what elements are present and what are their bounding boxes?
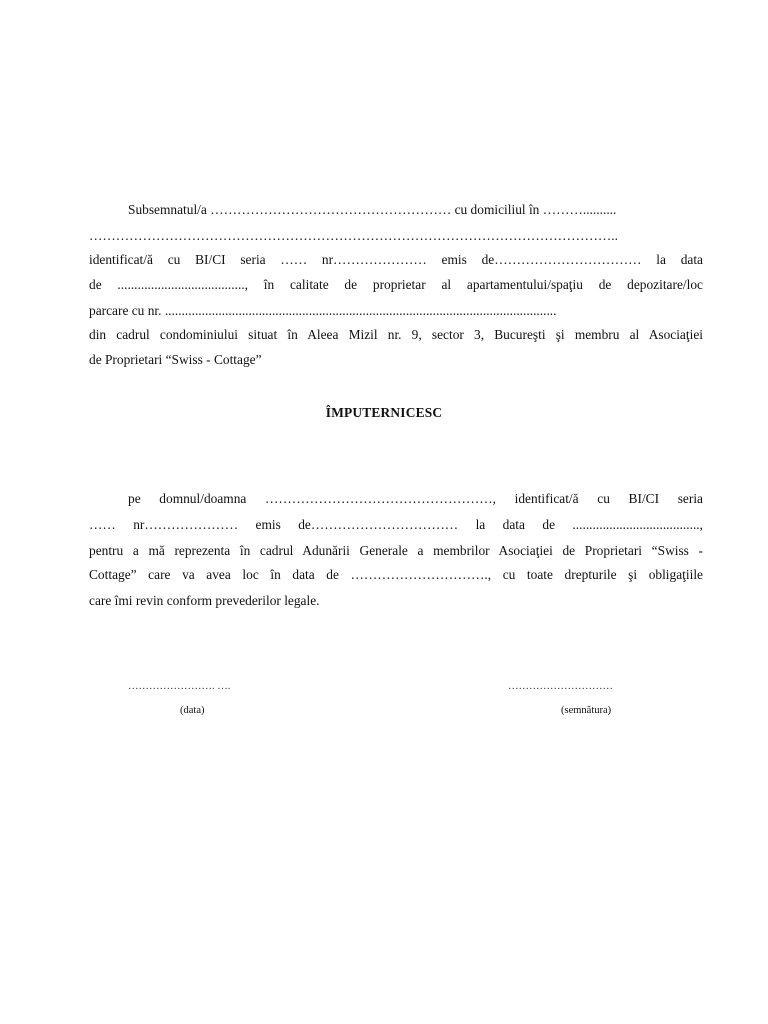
paragraph1-line2: ……………………………………………………………………………………………………….. [89, 228, 618, 243]
date-dots: ……………………. …. [128, 681, 231, 692]
paragraph1-line7: de Proprietari “Swiss - Cottage” [89, 352, 262, 367]
paragraph1-line3: identificat/ă cu BI/CI seria …… nr………………… emis de…………………………… la data [89, 252, 703, 267]
document-title: ÎMPUTERNICESC [325, 405, 443, 420]
signature-dots: ………………………… [508, 681, 613, 692]
paragraph2-line4: Cottage” care va avea loc în data de …………………………., cu toate drepturile şi obligaţiile [89, 567, 703, 582]
paragraph1-line6: din cadrul condominiului situat în Aleea Mizil nr. 9, sector 3, Bucureşti şi membru al Asociaţiei [89, 327, 703, 342]
paragraph2-line2: …… nr………………… emis de…………………………… la data de ......................................, [89, 517, 703, 532]
paragraph1-line5: parcare cu nr. ..................................................................................................................... [89, 303, 557, 318]
paragraph2-line5: care îmi revin conform prevederilor legale. [89, 593, 320, 608]
paragraph1-line1: Subsemnatul/a ……………………………………………… cu domiciliul în ……….......... [128, 202, 617, 217]
paragraph2-line3: pentru a mă reprezenta în cadrul Adunării Generale a membrilor Asociaţiei de Proprietari “Swiss - [89, 543, 703, 558]
date-label: (data) [180, 705, 205, 716]
signature-label: (semnătura) [561, 705, 612, 716]
paragraph2-line1: pe domnul/doamna ……………………………………………, identificat/ă cu BI/CI seria [128, 491, 703, 506]
paragraph1-line4: de ......................................, în calitate de proprietar al apartamentului/spaţiu de depozitare/loc [89, 277, 703, 292]
